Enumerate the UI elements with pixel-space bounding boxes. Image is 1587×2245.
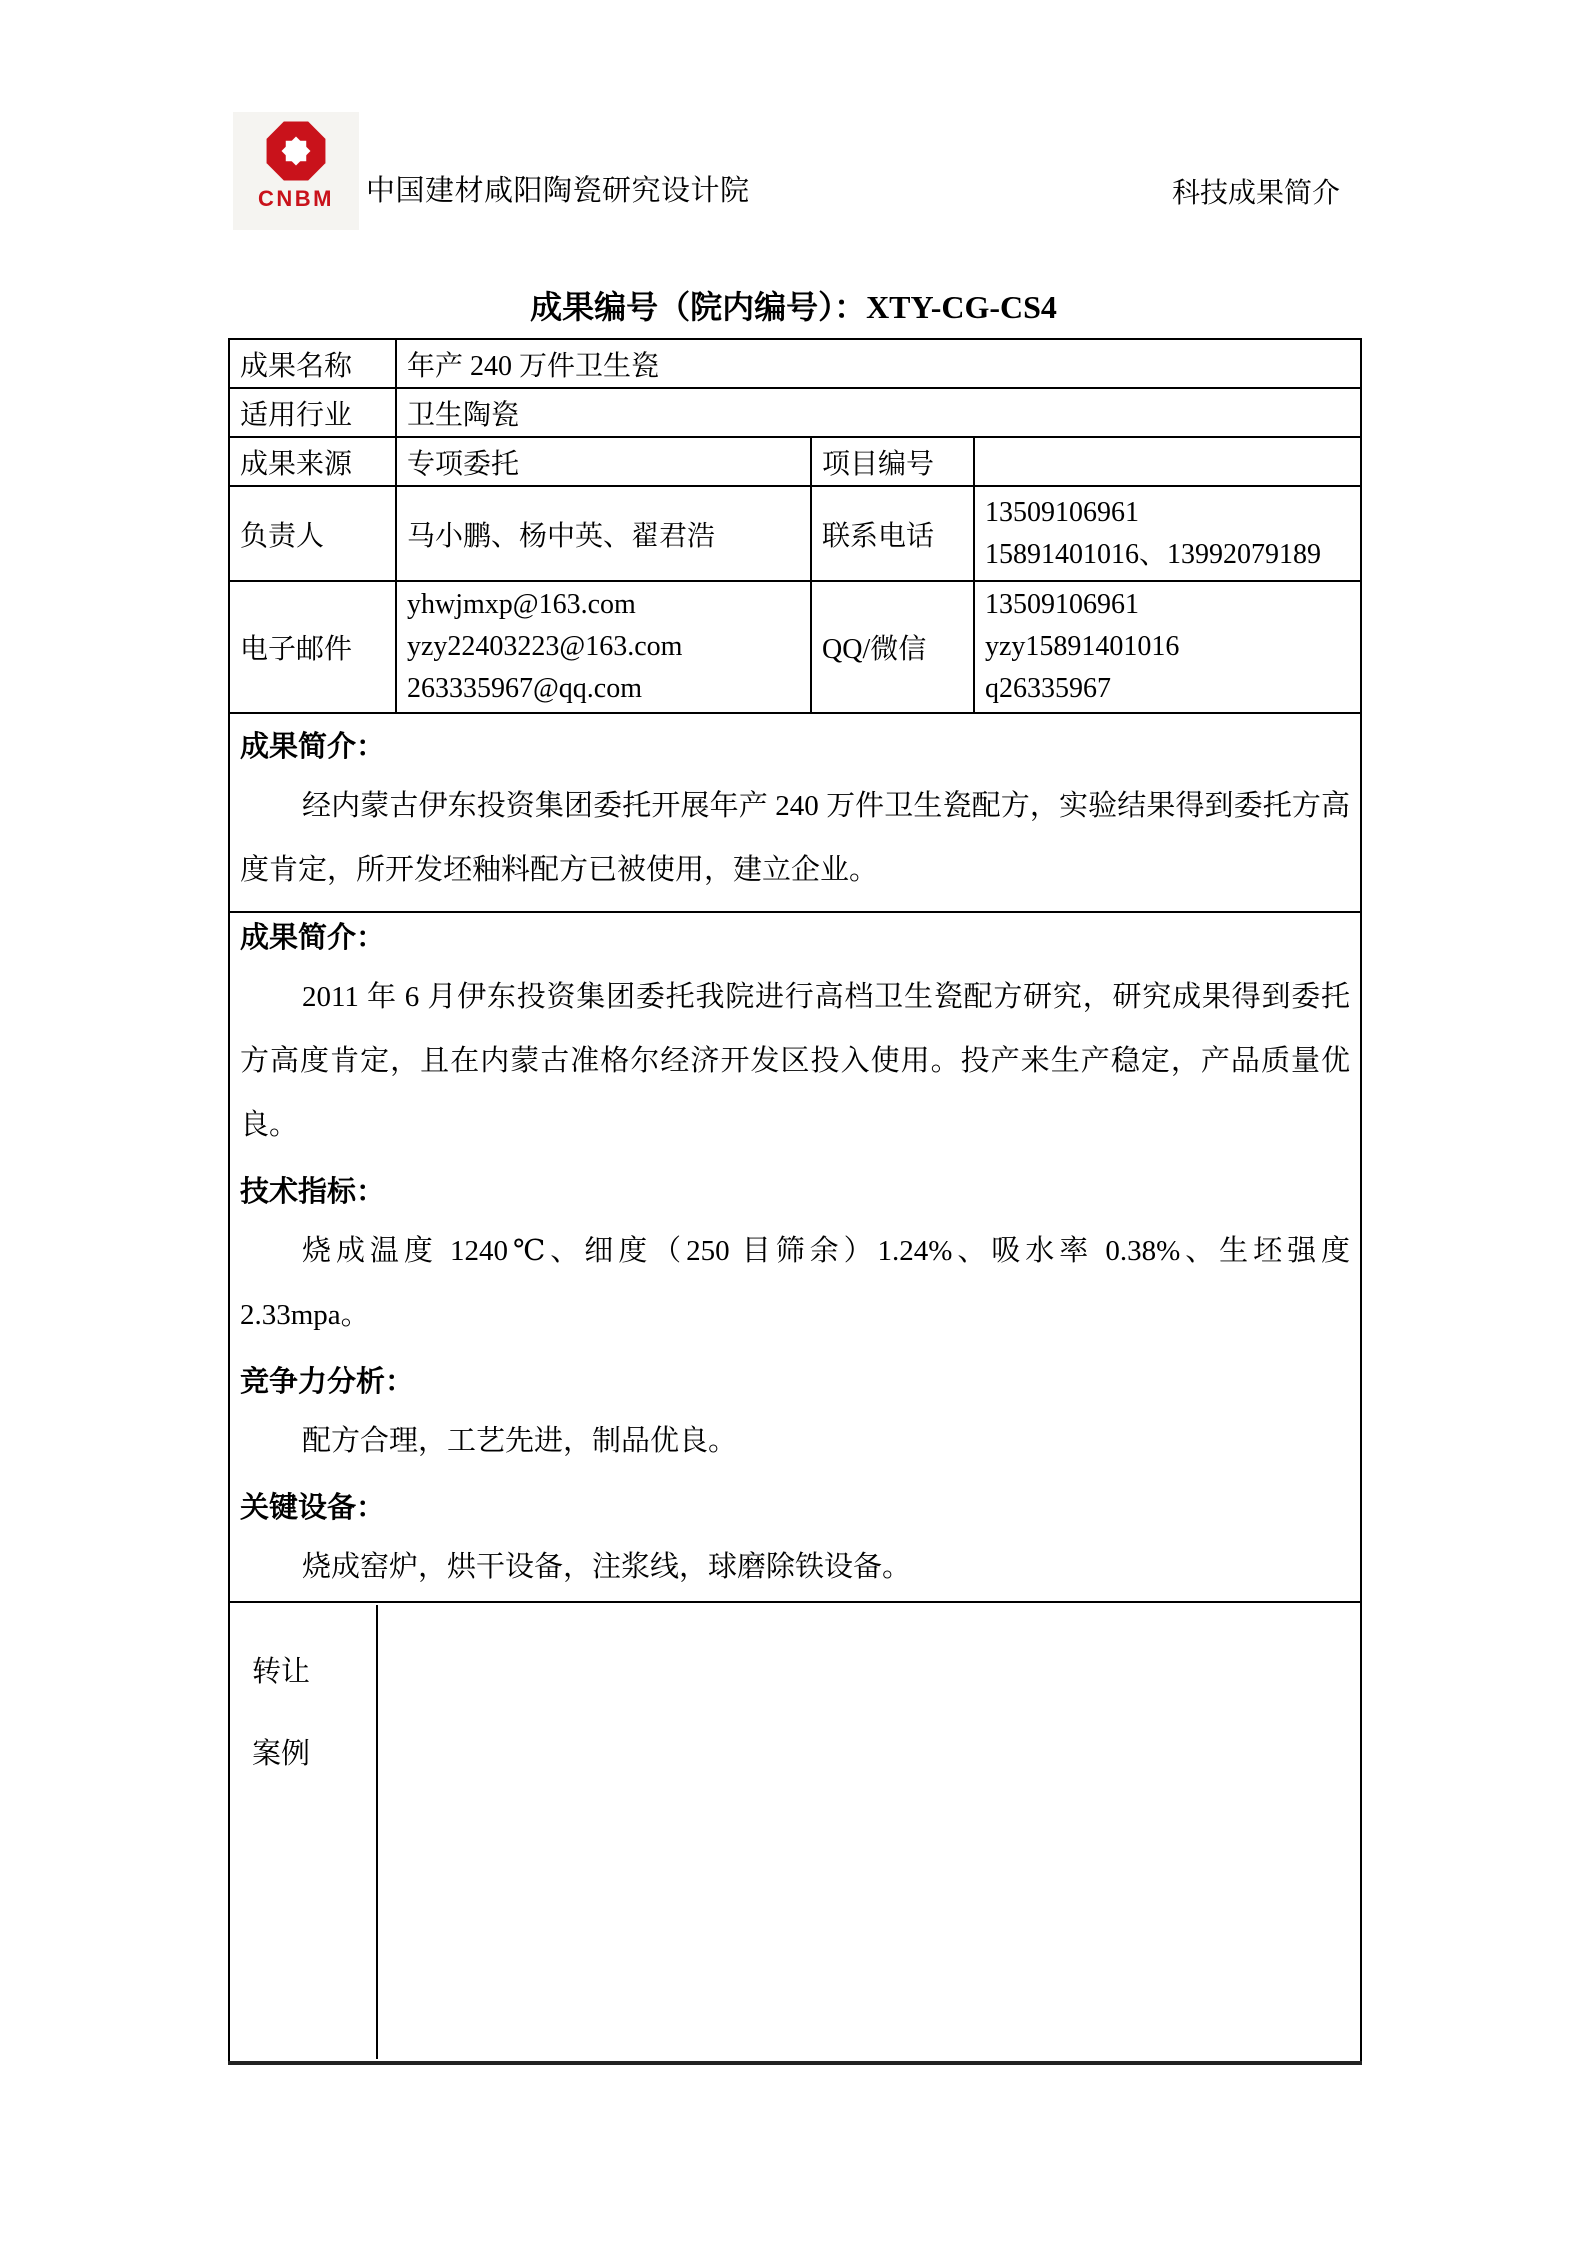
- source-label: 成果来源: [229, 437, 396, 486]
- leader-value: 马小鹏、杨中英、翟君浩: [396, 486, 811, 581]
- transfer-case-cell: [229, 1602, 1361, 2063]
- doc-type-label: 科技成果简介: [1172, 177, 1341, 208]
- key-equipment-paragraph: 烧成窑炉，烘干设备，注浆线，球磨除铁设备。: [302, 1551, 912, 1583]
- row-email: [229, 581, 1361, 713]
- transfer-label-line-1: 转让: [252, 1656, 311, 1688]
- row-result-name: [229, 339, 1361, 388]
- email-line-1: yhwjmxp@163.com: [407, 589, 636, 620]
- cnbm-logo: [233, 112, 359, 230]
- phone-line-1: 13509106961: [985, 496, 1139, 528]
- qq-line-2: yzy15891401016: [985, 631, 1180, 662]
- transfer-case-content: [378, 1605, 1350, 2059]
- phone-label: 联系电话: [811, 486, 974, 581]
- info-table: [228, 338, 1362, 2065]
- summary-1-paragraph: 经内蒙古伊东投资集团委托开展年产 240 万件卫生瓷配方，实验结果得到委托方高度肯定，所开发坯釉料配方已被使用，建立企业。: [240, 789, 1351, 886]
- qq-line-1: 13509106961: [985, 589, 1139, 620]
- details-cell: [229, 912, 1361, 1602]
- summary-1-cell: [229, 713, 1361, 912]
- source-value: 专项委托: [396, 437, 811, 486]
- phone-line-2: 15891401016、13992079189: [985, 538, 1322, 570]
- row-leader: [229, 486, 1361, 581]
- industry-value: 卫生陶瓷: [396, 388, 1361, 437]
- summary-1-heading: 成果简介：: [240, 730, 386, 763]
- transfer-case-label: [240, 1605, 378, 2059]
- qq-wechat-value: [974, 581, 1361, 713]
- phone-value: [974, 486, 1361, 581]
- org-name: 中国建材咸阳陶瓷研究设计院: [366, 175, 750, 207]
- email-label: 电子邮件: [229, 581, 396, 713]
- qq-wechat-label: QQ/微信: [811, 581, 974, 713]
- email-line-2: yzy22403223@163.com: [407, 631, 683, 662]
- row-source: [229, 437, 1361, 486]
- project-number-value: [974, 437, 1361, 486]
- industry-label: 适用行业: [229, 388, 396, 437]
- cnbm-wordmark: CNBM: [258, 186, 334, 211]
- key-equipment-heading: 关键设备：: [240, 1492, 386, 1524]
- tech-index-paragraph: 烧成温度 1240℃、细度（250 目筛余）1.24%、吸水率 0.38%、生坯强度 2.33mpa。: [240, 1235, 1351, 1331]
- transfer-case-inner: [240, 1605, 1350, 2059]
- row-summary-1: [229, 713, 1361, 912]
- competitiveness-paragraph: 配方合理，工艺先进，制品优良。: [302, 1425, 738, 1457]
- leader-label: 负责人: [229, 486, 396, 581]
- result-name-value: 年产 240 万件卫生瓷: [396, 339, 1361, 388]
- email-value: [396, 581, 811, 713]
- qq-line-3: q26335967: [985, 673, 1111, 704]
- tech-index-heading: 技术指标：: [240, 1176, 386, 1208]
- email-line-3: 263335967@qq.com: [407, 673, 642, 704]
- transfer-label-line-2: 案例: [252, 1738, 311, 1770]
- result-name-label: 成果名称: [229, 339, 396, 388]
- project-number-label: 项目编号: [811, 437, 974, 486]
- summary-2-heading: 成果简介：: [240, 922, 386, 954]
- doc-title: 成果编号（院内编号）：XTY-CG-CS4: [530, 289, 1057, 325]
- row-industry: [229, 388, 1361, 437]
- summary-2-paragraph: 2011 年 6 月伊东投资集团委托我院进行高档卫生瓷配方研究，研究成果得到委托方高度肯定，且在内蒙古准格尔经济开发区投入使用。投产来生产稳定，产品质量优良。: [240, 981, 1351, 1141]
- row-details: [229, 912, 1361, 1602]
- row-transfer-case: [229, 1602, 1361, 2063]
- competitiveness-heading: 竞争力分析：: [240, 1366, 415, 1398]
- cnbm-octagon-star-icon: [264, 119, 328, 183]
